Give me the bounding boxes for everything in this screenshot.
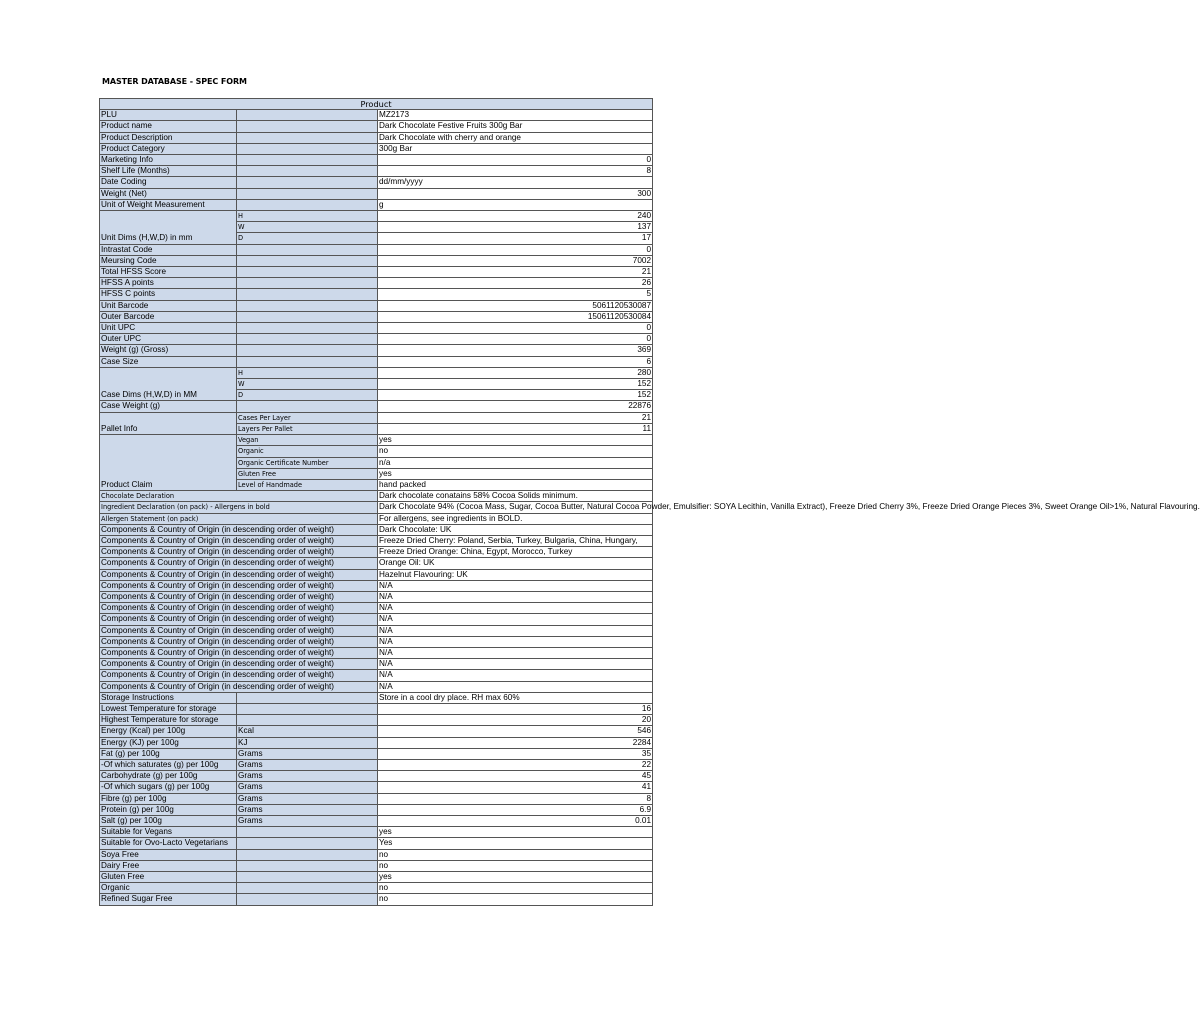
row-blank [237, 143, 378, 154]
row-value: 16 [378, 703, 653, 714]
row-label: Intrastat Code [100, 244, 237, 255]
table-row [100, 603, 653, 614]
row-label: Highest Temperature for storage [100, 715, 237, 726]
table-row [100, 715, 653, 726]
row-label: Components & Country of Origin (in descending order of weight) [100, 647, 378, 658]
table-row [100, 110, 653, 121]
row-value: N/A [378, 647, 653, 658]
row-sublabel: H [237, 367, 378, 378]
table-row [100, 334, 653, 345]
row-value: 0 [378, 155, 653, 166]
row-label: Case Dims (H,W,D) in MM [100, 367, 237, 401]
row-label: Components & Country of Origin (in descending order of weight) [100, 558, 378, 569]
table-row [100, 692, 653, 703]
row-unit: Grams [237, 771, 378, 782]
row-value: MZ2173 [378, 110, 653, 121]
row-label: -Of which sugars (g) per 100g [100, 782, 237, 793]
row-value: Dark Chocolate 94% (Cocoa Mass, Sugar, Cocoa Butter, Natural Cocoa Powder, Emulsifier: SOYA Lecithin, Vanilla Extract), Freeze Dried Cherry 3%, Freeze Dried Orange Pieces 3%, Sweet Orange Oil>1%, Natural Flavouring. [379, 502, 1200, 512]
row-blank [237, 894, 378, 905]
row-sublabel: Layers Per Pallet [237, 423, 378, 434]
row-value: 6 [378, 356, 653, 367]
row-blank [237, 827, 378, 838]
row-value: g [378, 199, 653, 210]
table-row [100, 412, 653, 423]
table-row [100, 244, 653, 255]
table-row [100, 524, 653, 535]
row-blank [237, 110, 378, 121]
row-label: Shelf Life (Months) [100, 166, 237, 177]
row-value: 26 [378, 278, 653, 289]
row-blank [237, 356, 378, 367]
table-row [100, 166, 653, 177]
row-value: N/A [378, 670, 653, 681]
row-value: 20 [378, 715, 653, 726]
row-value: yes [378, 468, 653, 479]
row-sublabel: Gluten Free [237, 468, 378, 479]
row-label: Date Coding [100, 177, 237, 188]
row-value: N/A [378, 591, 653, 602]
row-value: 152 [378, 379, 653, 390]
row-value: 2284 [378, 737, 653, 748]
row-blank [237, 300, 378, 311]
row-unit: Grams [237, 759, 378, 770]
row-unit: Kcal [237, 726, 378, 737]
row-unit: Grams [237, 804, 378, 815]
row-value: no [378, 849, 653, 860]
table-row [100, 188, 653, 199]
row-label: Components & Country of Origin (in descending order of weight) [100, 535, 378, 546]
row-label: Case Weight (g) [100, 401, 237, 412]
row-value: N/A [378, 625, 653, 636]
row-sublabel: W [237, 379, 378, 390]
row-value: no [378, 883, 653, 894]
row-label: Unit of Weight Measurement [100, 199, 237, 210]
row-blank [237, 255, 378, 266]
row-value: N/A [378, 636, 653, 647]
table-row [100, 670, 653, 681]
row-blank [237, 278, 378, 289]
row-label: Total HFSS Score [100, 267, 237, 278]
table-row [100, 849, 653, 860]
row-blank [237, 849, 378, 860]
row-value: 137 [378, 222, 653, 233]
row-label: Components & Country of Origin (in descending order of weight) [100, 580, 378, 591]
row-sublabel: D [237, 390, 378, 401]
table-row [100, 211, 653, 222]
row-value: For allergens, see ingredients in BOLD. [378, 513, 653, 524]
row-value: N/A [378, 659, 653, 670]
row-label: Energy (Kcal) per 100g [100, 726, 237, 737]
table-row [100, 513, 653, 524]
table-row [100, 872, 653, 883]
table-row [100, 804, 653, 815]
row-label: Components & Country of Origin (in descending order of weight) [100, 625, 378, 636]
row-label: Dairy Free [100, 860, 237, 871]
row-label: Unit UPC [100, 323, 237, 334]
row-value: yes [378, 827, 653, 838]
table-row [100, 267, 653, 278]
row-label: Ingredient Declaration (on pack) - Allergens in bold [100, 502, 378, 513]
row-blank [237, 715, 378, 726]
row-value: 5 [378, 289, 653, 300]
row-value: Orange Oil: UK [378, 558, 653, 569]
row-label: Chocolate Declaration [100, 491, 378, 502]
table-row [100, 647, 653, 658]
row-label: Lowest Temperature for storage [100, 703, 237, 714]
row-label: Carbohydrate (g) per 100g [100, 771, 237, 782]
table-row [100, 816, 653, 827]
row-value: 17 [378, 233, 653, 244]
row-blank [237, 155, 378, 166]
table-row [100, 737, 653, 748]
table-row [100, 311, 653, 322]
row-value: 7002 [378, 255, 653, 266]
row-value: dd/mm/yyyy [378, 177, 653, 188]
row-label: Organic [100, 883, 237, 894]
row-label: Allergen Statement (on pack) [100, 513, 378, 524]
row-label: Salt (g) per 100g [100, 816, 237, 827]
row-label: Suitable for Vegans [100, 827, 237, 838]
row-value: 300g Bar [378, 143, 653, 154]
row-label: Case Size [100, 356, 237, 367]
row-value: 41 [378, 782, 653, 793]
spec-table [99, 98, 1200, 906]
row-value: no [378, 446, 653, 457]
row-value: 21 [378, 267, 653, 278]
row-value: yes [378, 435, 653, 446]
row-value: Dark Chocolate Festive Fruits 300g Bar [378, 121, 653, 132]
table-row [100, 558, 653, 569]
row-label: Components & Country of Origin (in descending order of weight) [100, 614, 378, 625]
row-label: Components & Country of Origin (in descending order of weight) [100, 524, 378, 535]
row-label: Unit Dims (H,W,D) in mm [100, 211, 237, 245]
row-value: 152 [378, 390, 653, 401]
table-row [100, 771, 653, 782]
table-row [100, 860, 653, 871]
row-label: Components & Country of Origin (in descending order of weight) [100, 603, 378, 614]
row-value: 0 [378, 334, 653, 345]
table-row [100, 435, 653, 446]
row-label: HFSS A points [100, 278, 237, 289]
row-value: Yes [378, 838, 653, 849]
table-row [100, 155, 653, 166]
table-row [100, 614, 653, 625]
row-blank [237, 244, 378, 255]
row-value: 280 [378, 367, 653, 378]
row-label: Product name [100, 121, 237, 132]
row-label: Refined Sugar Free [100, 894, 237, 905]
row-blank [237, 289, 378, 300]
row-value: 45 [378, 771, 653, 782]
row-value: N/A [378, 614, 653, 625]
row-blank [237, 199, 378, 210]
row-value: 5061120530087 [378, 300, 653, 311]
row-sublabel: H [237, 211, 378, 222]
row-label: Components & Country of Origin (in descending order of weight) [100, 569, 378, 580]
row-label: HFSS C points [100, 289, 237, 300]
table-row [100, 535, 653, 546]
row-label: -Of which saturates (g) per 100g [100, 759, 237, 770]
table-row [100, 367, 653, 378]
row-label: Weight (g) (Gross) [100, 345, 237, 356]
row-label: Components & Country of Origin (in descending order of weight) [100, 670, 378, 681]
row-value: 240 [378, 211, 653, 222]
table-row [100, 759, 653, 770]
row-label: Components & Country of Origin (in descending order of weight) [100, 659, 378, 670]
table-row [100, 625, 653, 636]
row-blank [237, 838, 378, 849]
table-row [100, 132, 653, 143]
table-header: Product [100, 99, 653, 110]
row-label: Suitable for Ovo-Lacto Vegetarians [100, 838, 237, 849]
row-sublabel: Organic Certificate Number [237, 457, 378, 468]
row-value: 0.01 [378, 816, 653, 827]
row-label: Unit Barcode [100, 300, 237, 311]
table-row [100, 278, 653, 289]
table-row [100, 121, 653, 132]
row-value: Freeze Dried Cherry: Poland, Serbia, Turkey, Bulgaria, China, Hungary, [378, 535, 653, 546]
page-title: MASTER DATABASE - SPEC FORM [102, 77, 247, 86]
row-unit: Grams [237, 793, 378, 804]
row-label: Fibre (g) per 100g [100, 793, 237, 804]
row-blank [237, 334, 378, 345]
table-header-row [100, 99, 653, 110]
row-value: no [378, 894, 653, 905]
row-value: 8 [378, 793, 653, 804]
table-row [100, 143, 653, 154]
table-row [100, 793, 653, 804]
row-blank [237, 121, 378, 132]
row-label: PLU [100, 110, 237, 121]
row-value: 300 [378, 188, 653, 199]
row-label: Components & Country of Origin (in descending order of weight) [100, 547, 378, 558]
row-blank [237, 883, 378, 894]
row-unit: KJ [237, 737, 378, 748]
row-sublabel: D [237, 233, 378, 244]
table-row [100, 636, 653, 647]
table-row [100, 199, 653, 210]
table-row [100, 827, 653, 838]
row-label: Energy (KJ) per 100g [100, 737, 237, 748]
row-value: 0 [378, 323, 653, 334]
table-row [100, 177, 653, 188]
row-label: Soya Free [100, 849, 237, 860]
row-value: n/a [378, 457, 653, 468]
table-row [100, 569, 653, 580]
row-blank [237, 692, 378, 703]
row-blank [237, 345, 378, 356]
table-row [100, 491, 653, 502]
row-value: 8 [378, 166, 653, 177]
row-value: no [378, 860, 653, 871]
row-label: Components & Country of Origin (in descending order of weight) [100, 591, 378, 602]
row-value: 546 [378, 726, 653, 737]
row-label: Weight (Net) [100, 188, 237, 199]
table-row [100, 300, 653, 311]
row-blank [237, 872, 378, 883]
row-value: N/A [378, 681, 653, 692]
row-value: N/A [378, 580, 653, 591]
table-row [100, 401, 653, 412]
row-unit: Grams [237, 782, 378, 793]
row-label: Outer UPC [100, 334, 237, 345]
row-label: Product Description [100, 132, 237, 143]
row-value: 22 [378, 759, 653, 770]
row-unit: Grams [237, 816, 378, 827]
table-row [100, 883, 653, 894]
row-value: Dark chocolate conatains 58% Cocoa Solids minimum. [378, 491, 653, 502]
row-value: hand packed [378, 479, 653, 490]
row-blank [237, 703, 378, 714]
row-sublabel: Organic [237, 446, 378, 457]
row-value: 21 [378, 412, 653, 423]
row-value: Store in a cool dry place. RH max 60% [378, 692, 653, 703]
row-label: Gluten Free [100, 872, 237, 883]
table-row [100, 323, 653, 334]
row-blank [237, 311, 378, 322]
row-blank [237, 166, 378, 177]
row-value: 6.9 [378, 804, 653, 815]
row-value: Dark Chocolate with cherry and orange [378, 132, 653, 143]
table-row [100, 681, 653, 692]
row-label: Meursing Code [100, 255, 237, 266]
table-row [100, 782, 653, 793]
table-row [100, 726, 653, 737]
row-label: Outer Barcode [100, 311, 237, 322]
row-value: 0 [378, 244, 653, 255]
table-row [100, 838, 653, 849]
row-unit: Grams [237, 748, 378, 759]
row-value: 35 [378, 748, 653, 759]
table-row [100, 255, 653, 266]
row-blank [237, 188, 378, 199]
row-sublabel: W [237, 222, 378, 233]
table-row [100, 356, 653, 367]
row-value: 22876 [378, 401, 653, 412]
row-sublabel: Cases Per Layer [237, 412, 378, 423]
row-value: yes [378, 872, 653, 883]
row-label: Marketing Info [100, 155, 237, 166]
row-value: Hazelnut Flavouring: UK [378, 569, 653, 580]
row-label: Protein (g) per 100g [100, 804, 237, 815]
row-blank [237, 177, 378, 188]
row-blank [237, 401, 378, 412]
table-row [100, 547, 653, 558]
row-label: Pallet Info [100, 412, 237, 434]
table-row [100, 894, 653, 905]
row-value: N/A [378, 603, 653, 614]
table-row [100, 345, 653, 356]
row-label: Product Category [100, 143, 237, 154]
table-row [100, 703, 653, 714]
table-row [100, 580, 653, 591]
row-label: Product Claim [100, 435, 237, 491]
table-row [100, 502, 653, 513]
row-label: Components & Country of Origin (in descending order of weight) [100, 681, 378, 692]
row-sublabel: Level of Handmade [237, 479, 378, 490]
row-value: Dark Chocolate: UK [378, 524, 653, 535]
row-label: Components & Country of Origin (in descending order of weight) [100, 636, 378, 647]
row-blank [237, 323, 378, 334]
table-row [100, 659, 653, 670]
row-value: Freeze Dried Orange: China, Egypt, Morocco, Turkey [378, 547, 653, 558]
row-sublabel: Vegan [237, 435, 378, 446]
row-blank [237, 267, 378, 278]
row-blank [237, 860, 378, 871]
row-value: 11 [378, 423, 653, 434]
row-value: 369 [378, 345, 653, 356]
row-blank [237, 132, 378, 143]
row-value: 15061120530084 [378, 311, 653, 322]
table-row [100, 748, 653, 759]
table-row [100, 591, 653, 602]
table-row [100, 289, 653, 300]
row-label: Storage Instructions [100, 692, 237, 703]
row-label: Fat (g) per 100g [100, 748, 237, 759]
